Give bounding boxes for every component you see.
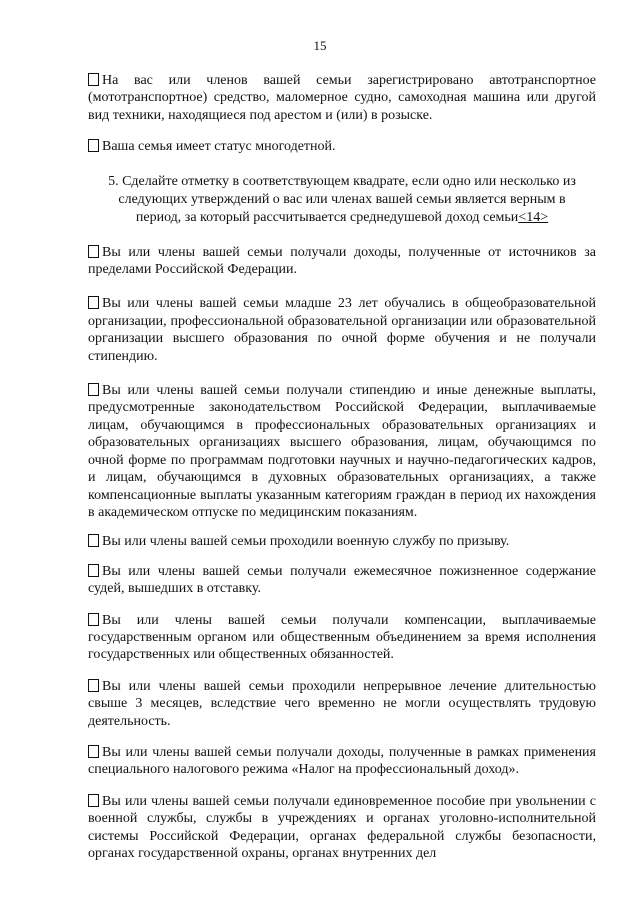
item-large-family (88, 138, 596, 155)
item-foreign-income (88, 244, 596, 279)
checkbox-duty-compensation[interactable] (88, 613, 99, 626)
item-long-treatment-text: Вы или члены вашей семьи проходили непрерывное лечение длительностью свыше 3 месяцев, вследствие чего временно не могли осуществлять трудовую деятельность. (88, 678, 596, 729)
page-content (88, 72, 596, 862)
checkbox-discharge-allowance[interactable] (88, 794, 99, 807)
checkbox-judge-pension[interactable] (88, 564, 99, 577)
item-long-treatment (88, 678, 596, 730)
checkbox-stipend[interactable] (88, 383, 99, 396)
item-self-employed-tax (88, 744, 596, 779)
item-discharge-allowance (88, 793, 596, 863)
item-vehicle-arrest (88, 72, 596, 124)
section-5-heading-text: 5. Сделайте отметку в соответствующем квадрате, если одно или несколько из следующих утверждений о вас или членах вашей семьи является верным в период, за который рассчитывается среднедушевой доход семьи (108, 173, 576, 225)
checkbox-vehicle-arrest[interactable] (88, 73, 99, 86)
item-judge-pension (88, 563, 596, 598)
item-judge-pension-text: Вы или члены вашей семьи получали ежемесячное пожизненное содержание судей, вышедших в отставку. (88, 563, 596, 597)
footnote-link-14[interactable]: <14> (518, 209, 549, 225)
item-discharge-allowance-text: Вы или члены вашей семьи получали единовременное пособие при увольнении с военной службы, службы в учреждениях и органах уголовно-исполнительной системы Российской Федерации, органах федеральной службы безопасности, органах государственной охраны, органах внутренних дел (88, 793, 596, 861)
item-stipend-text: Вы или члены вашей семьи получали стипендию и иные денежные выплаты, предусмотренные законодательством Российской Федерации, выплачиваемые лицам, обучающимся в профессиональных образовательных организациях и образовательных организациях высшего образования, лицам, обучающимся по очной форме по программам подготовки научных и научно-педагогических кадров, и лицам, обучающимся в духовных образовательных организациях, а также компенсационные выплаты указанным категориям граждан в период их нахождения в академическом отпуске по медицинским показаниям. (88, 383, 596, 520)
checkbox-long-treatment[interactable] (88, 679, 99, 692)
item-duty-compensation-text: Вы или члены вашей семьи получали компенсации, выплачиваемые государственным органом или общественным объединением за время исполнения государственных или общественных обязанностей. (88, 612, 596, 663)
checkbox-military-conscript[interactable] (88, 534, 99, 547)
item-foreign-income-text: Вы или члены вашей семьи получали доходы, полученные от источников за пределами Российской Федерации. (88, 244, 596, 278)
item-vehicle-arrest-text: На вас или членов вашей семьи зарегистрировано автотранспортное (мототранспортное) средство, маломерное судно, самоходная машина или другой вид техники, находящиеся под арестом и (или) в розыске. (88, 73, 596, 123)
page-number: 15 (313, 38, 327, 53)
item-duty-compensation (88, 612, 596, 664)
checkbox-student-no-stipend[interactable] (88, 296, 99, 309)
checkbox-self-employed-tax[interactable] (88, 745, 99, 758)
section-5-heading (98, 173, 586, 227)
item-student-no-stipend-text: Вы или члены вашей семьи младше 23 лет обучались в общеобразовательной организации, профессиональной образовательной организации или образовательной организации высшего образования по очной форме обучения и не получали стипендию. (88, 296, 596, 364)
item-military-conscript-text: Вы или члены вашей семьи проходили военную службу по призыву. (102, 534, 510, 550)
checkbox-large-family[interactable] (88, 139, 99, 152)
checkbox-foreign-income[interactable] (88, 245, 99, 258)
item-student-no-stipend (88, 295, 596, 365)
item-military-conscript (88, 533, 596, 550)
item-stipend (88, 382, 596, 521)
item-large-family-text: Ваша семья имеет статус многодетной. (102, 139, 336, 155)
item-self-employed-tax-text: Вы или члены вашей семьи получали доходы, полученные в рамках применения специального налогового режима «Налог на профессиональный доход». (88, 744, 596, 778)
